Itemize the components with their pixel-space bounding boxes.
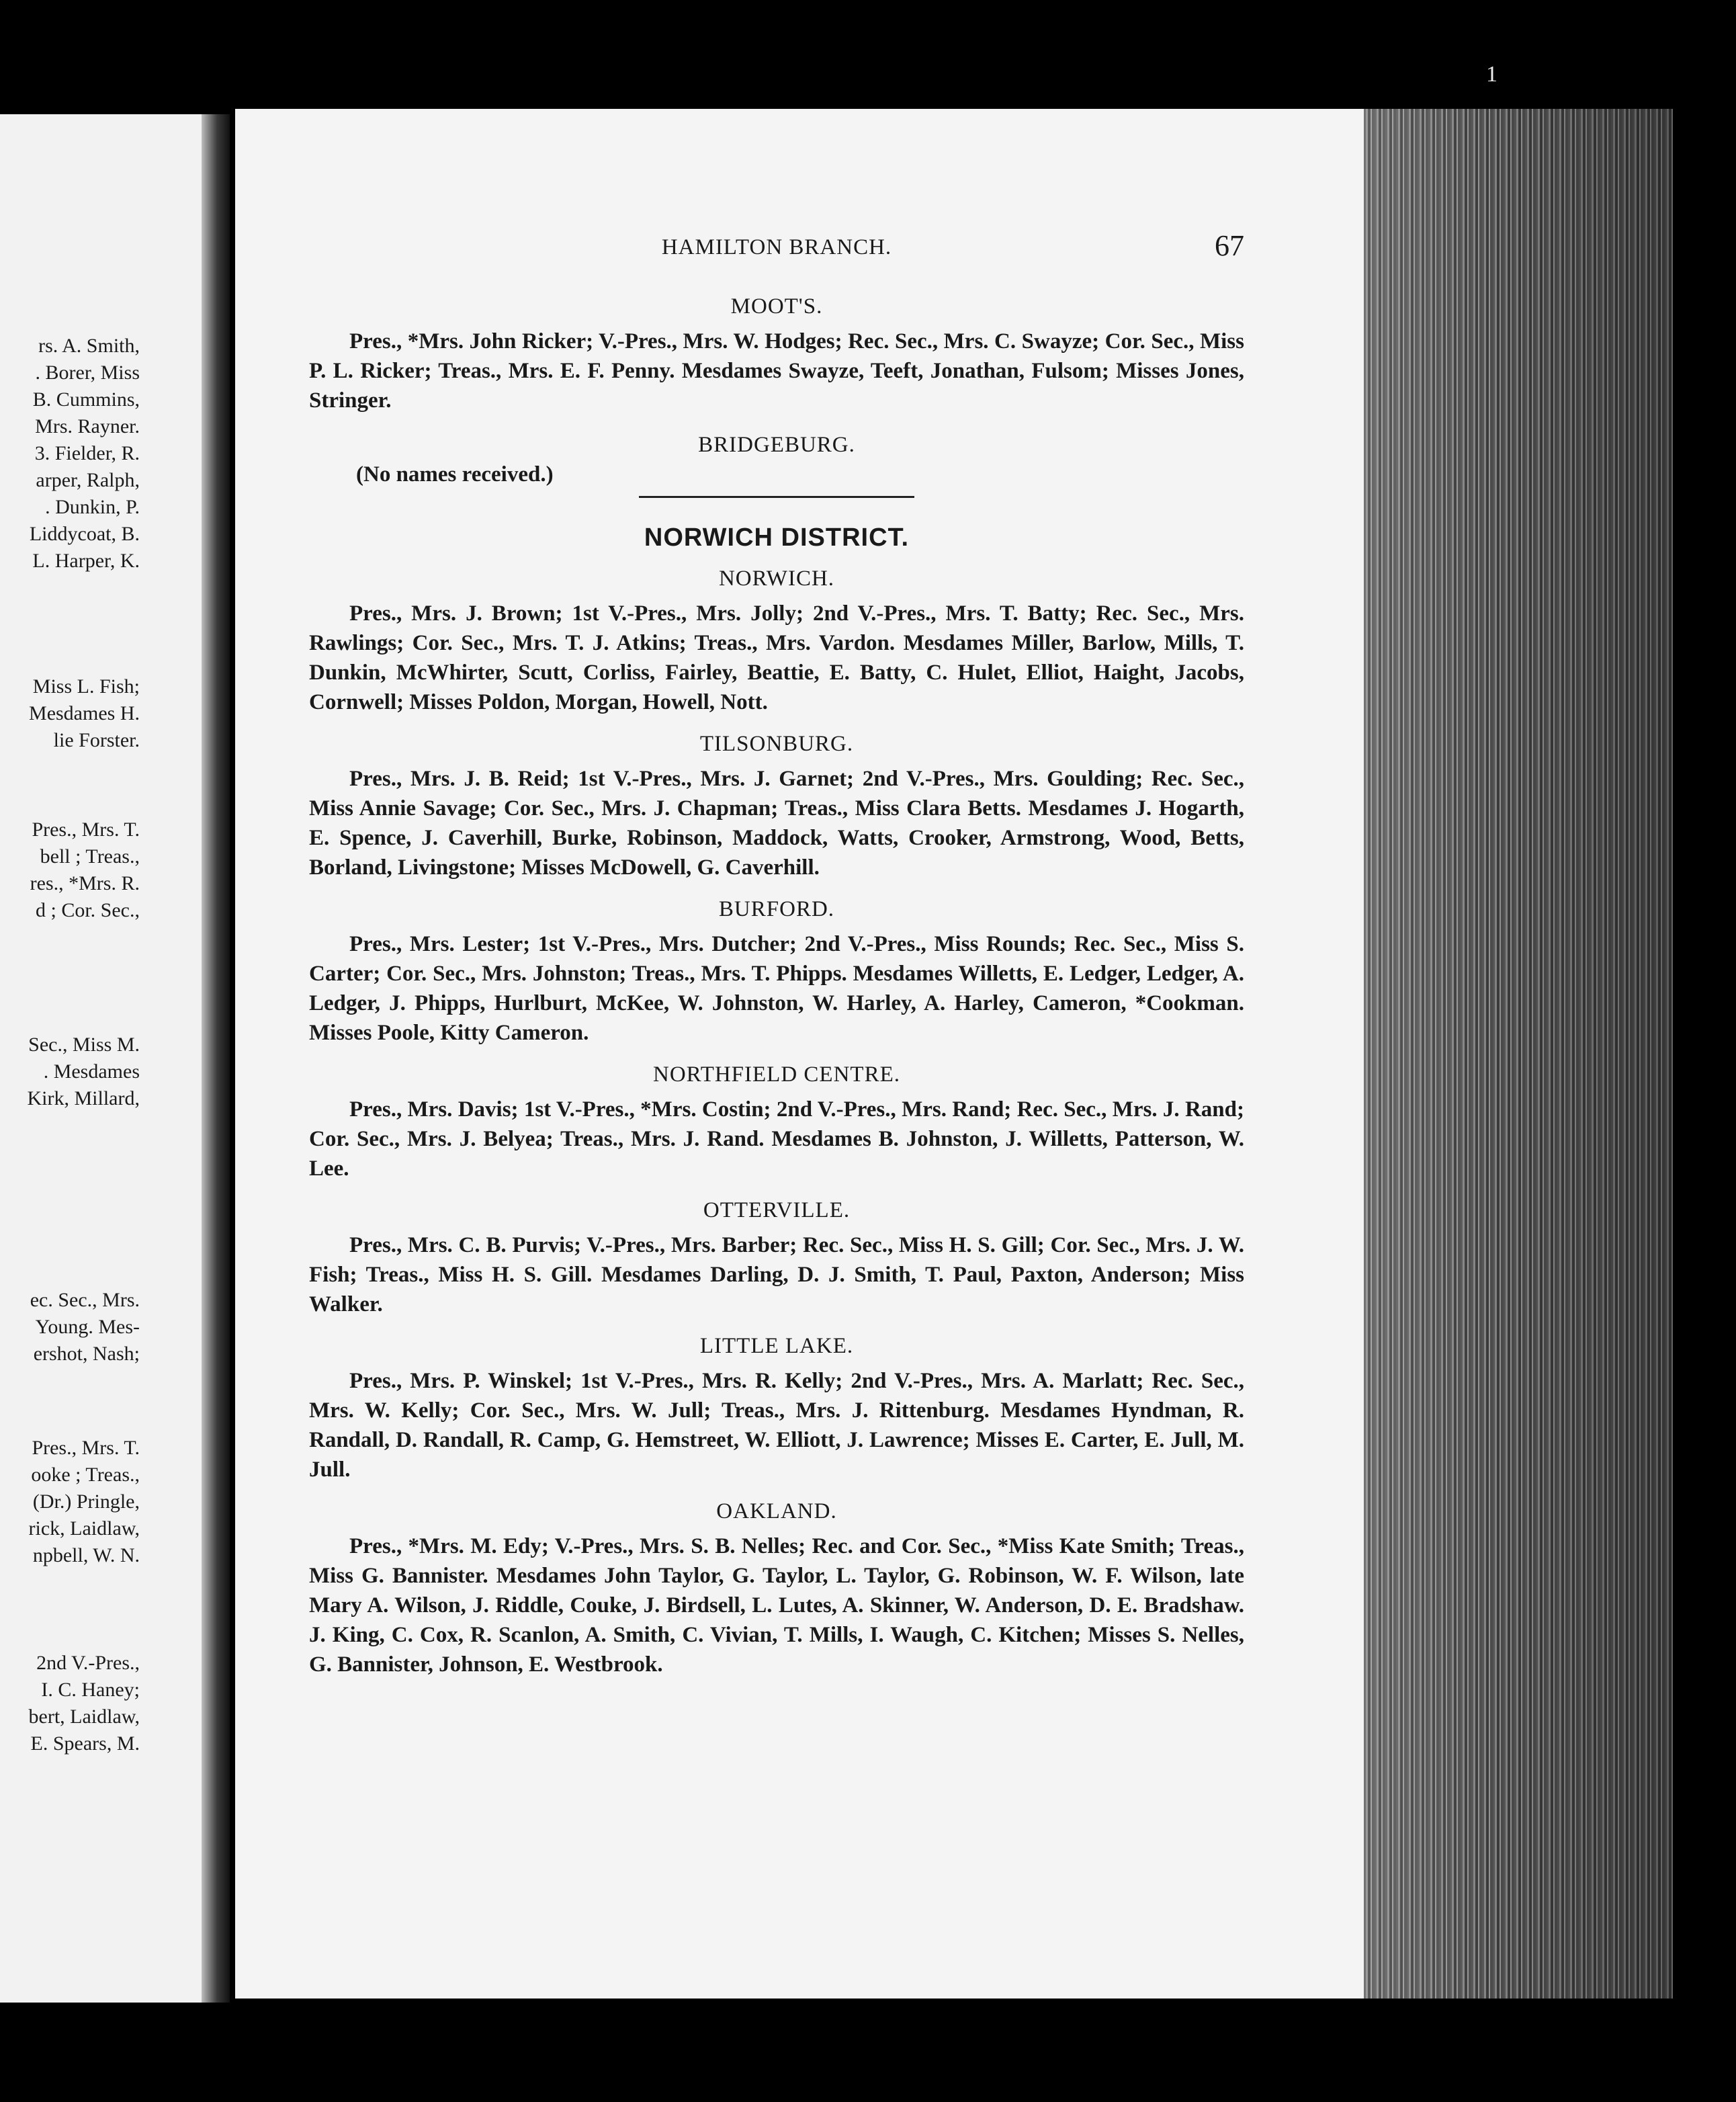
district-title: NORWICH DISTRICT. bbox=[644, 523, 910, 552]
branch-entry: Pres., *Mrs. M. Edy; V.-Pres., Mrs. S. B. Nelles; Rec. and Cor. Sec., *Miss Kate Smith; Treas., Miss G. Bannister. Mesdames John Taylor, G. Taylor, L. Taylor, G. Robinson, W. F. Wilson, late Mary A. Wilson, J. Riddle, Couke, J. Birdsell, L. Lutes, A. Skinner, W. Anderson, D. E. Bradshaw. J. King, C. Cox, R. Scanlon, A. Smith, C. Vivian, T. Mills, I. Waugh, C. Kitchen; Misses S. Nelles, G. Bannister, Johnson, E. Westbrook. bbox=[309, 1534, 1244, 1677]
branch-heading: NORWICH. bbox=[718, 566, 835, 591]
branch-heading: LITTLE LAKE. bbox=[699, 1334, 854, 1358]
left-page-text-line: B. Cummins, bbox=[32, 388, 140, 411]
branch-entry: Pres., Mrs. Lester; 1st V.-Pres., Mrs. Dutcher; 2nd V.-Pres., Miss Rounds; Rec. Sec., Miss S. Carter; Cor. Sec., Mrs. Johnston; Treas., Mrs. T. Phipps. Mesdames Willetts, E. Ledger, Ledger, A. Ledger, J. Phipps, Hurlburt, McKee, W. Johnston, W. Harley, A. Harley, Cameron, *Cookman. Misses Poole, Kitty Cameron. bbox=[309, 932, 1244, 1045]
branch-heading: OAKLAND. bbox=[716, 1499, 837, 1523]
left-page-text-line: Mesdames H. bbox=[29, 702, 140, 724]
running-head-title: HAMILTON BRANCH. bbox=[661, 235, 892, 259]
branch-entry: Pres., *Mrs. John Ricker; V.-Pres., Mrs. W. Hodges; Rec. Sec., Mrs. C. Swayze; Cor. Sec., Miss P. L. Ricker; Treas., Mrs. E. F. Penny. Mesdames Swayze, Teeft, Jonathan, Fulsom; Misses Jones, Stringer. bbox=[309, 329, 1244, 413]
page-block-shading bbox=[1364, 109, 1673, 1999]
left-page-text-line: bert, Laidlaw, bbox=[28, 1706, 140, 1728]
left-page-text-line: Pres., Mrs. T. bbox=[32, 818, 140, 841]
left-page-text-line: Mrs. Rayner. bbox=[35, 415, 140, 437]
left-page-text-line: Kirk, Millard, bbox=[27, 1087, 140, 1109]
left-page-text-line: E. Spears, M. bbox=[30, 1732, 140, 1755]
branch-heading: OTTERVILLE. bbox=[703, 1198, 851, 1222]
left-page-text-line: bell ; Treas., bbox=[40, 845, 140, 868]
branch-heading: MOOT'S. bbox=[730, 294, 823, 319]
left-page-text-line: d ; Cor. Sec., bbox=[36, 899, 140, 921]
book-gutter bbox=[202, 114, 230, 2003]
branch-entry: Pres., Mrs. P. Winskel; 1st V.-Pres., Mrs. R. Kelly; 2nd V.-Pres., Mrs. A. Marlatt; Rec. Sec., Mrs. W. Kelly; Cor. Sec., Mrs. W. Jull; Treas., Mrs. J. Rittenburg. Mesdames Hyndman, R. Randall, D. Randall, R. Camp, G. Hemstreet, W. Elliott, J. Lawrence; Misses E. Carter, E. Jull, M. Jull. bbox=[309, 1369, 1244, 1482]
left-page-text-line: (Dr.) Pringle, bbox=[32, 1490, 140, 1513]
left-page-text-line: . Borer, Miss bbox=[35, 362, 140, 384]
left-page-text-line: Sec., Miss M. bbox=[28, 1034, 140, 1056]
running-head bbox=[309, 228, 1244, 270]
left-page-text-line: npbell, W. N. bbox=[32, 1544, 140, 1566]
branch-heading: BRIDGEBURG. bbox=[698, 433, 855, 457]
branch-note: (No names received.) bbox=[356, 462, 554, 487]
left-page-text-line: . Dunkin, P. bbox=[45, 496, 140, 518]
branch-heading: NORTHFIELD CENTRE. bbox=[653, 1062, 900, 1087]
left-page-text-line: L. Harper, K. bbox=[32, 550, 140, 572]
left-page-text-line: ershot, Nash; bbox=[33, 1343, 140, 1365]
left-page-text-line: 2nd V.-Pres., bbox=[36, 1652, 140, 1674]
left-page-text-line: ooke ; Treas., bbox=[31, 1464, 140, 1486]
left-page-text-line: arper, Ralph, bbox=[36, 469, 140, 491]
left-page-text-line: lie Forster. bbox=[53, 729, 140, 751]
left-page-text-line: res., *Mrs. R. bbox=[30, 872, 140, 894]
branch-entry: Pres., Mrs. J. Brown; 1st V.-Pres., Mrs. Jolly; 2nd V.-Pres., Mrs. T. Batty; Rec. Sec., Mrs. Rawlings; Cor. Sec., Mrs. T. J. Atkins; Treas., Mrs. Vardon. Mesdames Miller, Barlow, Mills, T. Dunkin, McWhirter, Scutt, Corliss, Fairley, Beattie, E. Batty, C. Hulet, Elliot, Haight, Jacobs, Cornwell; Misses Poldon, Morgan, Howell, Nott. bbox=[309, 601, 1244, 714]
left-page-text-line: ec. Sec., Mrs. bbox=[30, 1289, 140, 1311]
branch-heading: TILSONBURG. bbox=[699, 732, 854, 756]
left-page-text-line: Miss L. Fish; bbox=[32, 675, 140, 698]
branch-entry: Pres., Mrs. C. B. Purvis; V.-Pres., Mrs. Barber; Rec. Sec., Miss H. S. Gill; Cor. Sec., Mrs. J. W. Fish; Treas., Miss H. S. Gill. Mesdames Darling, D. J. Smith, T. Paul, Paxton, Anderson; Miss Walker. bbox=[309, 1233, 1244, 1316]
left-page-text-line: Young. Mes- bbox=[35, 1316, 140, 1338]
left-page-text-line: rick, Laidlaw, bbox=[28, 1517, 140, 1540]
left-page-text-line: rs. A. Smith, bbox=[38, 335, 140, 357]
left-page-text-line: . Mesdames bbox=[43, 1060, 140, 1083]
left-page bbox=[0, 114, 214, 2003]
left-page-text-line: 3. Fielder, R. bbox=[34, 442, 140, 464]
branch-heading: BURFORD. bbox=[718, 897, 835, 921]
left-page-text-line: Liddycoat, B. bbox=[29, 523, 140, 545]
branch-entry: Pres., Mrs. J. B. Reid; 1st V.-Pres., Mrs. J. Garnet; 2nd V.-Pres., Mrs. Goulding; Rec. Sec., Miss Annie Savage; Cor. Sec., Mrs. J. Chapman; Treas., Miss Clara Betts. Mesdames J. Hogarth, E. Spence, J. Caverhill, Burke, Robinson, Maddock, Watts, Crooker, Armstrong, Wood, Betts, Borland, Livingstone; Misses McDowell, G. Caverhill. bbox=[309, 767, 1244, 880]
left-page-text-line: Pres., Mrs. T. bbox=[32, 1437, 140, 1459]
page-number: 67 bbox=[1215, 229, 1244, 262]
branch-entry: Pres., Mrs. Davis; 1st V.-Pres., *Mrs. Costin; 2nd V.-Pres., Mrs. Rand; Rec. Sec., Mrs. J. Rand; Cor. Sec., Mrs. J. Belyea; Treas., Mrs. J. Rand. Mesdames B. Johnston, J. Willetts, Patterson, W. Lee. bbox=[309, 1097, 1244, 1181]
page-content bbox=[309, 228, 1244, 1687]
corner-mark: 1 bbox=[1486, 62, 1498, 87]
left-page-text-line: I. C. Haney; bbox=[41, 1679, 140, 1701]
section-divider bbox=[639, 496, 914, 498]
